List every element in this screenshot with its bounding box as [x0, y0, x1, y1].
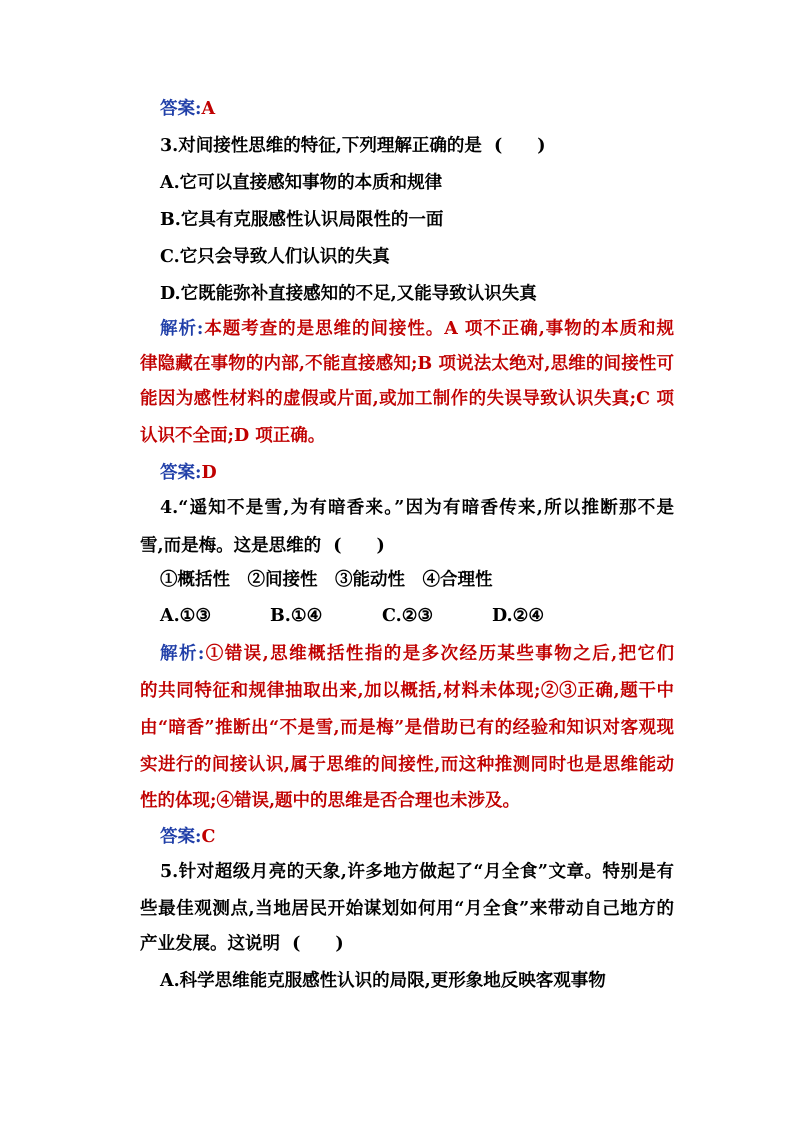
q3-option-a: A.它可以直接感知事物的本质和规律: [160, 173, 443, 193]
q4-option-c: C.②③: [382, 606, 434, 626]
answer-value: A: [201, 99, 216, 119]
q4-analysis-line-2: 的共同特征和规律抽取出来,加以概括,材料未体现;②③正确,题干中: [140, 681, 674, 701]
question-text: 3.对间接性思维的特征,下列理解正确的是: [160, 136, 482, 156]
analysis-text: ①错误,思维概括性指的是多次经历某些事物之后,把它们: [204, 644, 674, 664]
q3-option-b: B.它具有克服感性认识局限性的一面: [160, 210, 444, 230]
q4-answer: [160, 826, 215, 848]
q3-analysis-line-2: 律隐藏在事物的内部,不能直接感知;B 项说法太绝对,思维的间接性可: [140, 354, 674, 374]
q3-option-d: D.它既能弥补直接感知的不足,又能导致认识失真: [160, 284, 537, 304]
q3-analysis-line-4: 认识不全面;D 项正确。: [140, 426, 326, 446]
answer-value: C: [201, 827, 216, 847]
q4-option-b: B.①④: [270, 606, 323, 626]
q4-stem-line-2: [140, 535, 674, 557]
q5-option-a: A.科学思维能克服感性认识的局限,更形象地反映客观事物: [160, 971, 606, 991]
q4-option-a: A.①③: [160, 606, 212, 626]
answer-label: 答案:: [160, 99, 202, 119]
answer-paren: ( ): [292, 934, 344, 954]
answer-paren: ( ): [493, 136, 546, 156]
q3-analysis-line-1: [160, 318, 674, 340]
q4-option-d: D.②④: [492, 606, 545, 626]
question-text: 产业发展。这说明: [140, 934, 280, 954]
analysis-label: 解析:: [160, 644, 205, 664]
q2-answer: [160, 98, 215, 120]
q4-items: ①概括性 ②间接性 ③能动性 ④合理性: [160, 570, 493, 590]
q4-analysis-line-5: 性的体现;④错误,题中的思维是否合理也未涉及。: [140, 791, 521, 811]
q4-analysis-line-4: 实进行的间接认识,属于思维的间接性,而这种推测同时也是思维能动: [140, 755, 674, 775]
q5-stem-line-2: 些最佳观测点,当地居民开始谋划如何用“月全食”来带动自己地方的: [140, 899, 674, 919]
q3-option-c: C.它只会导致人们认识的失真: [160, 247, 390, 267]
question-text: 雪,而是梅。这是思维的: [140, 536, 322, 556]
q4-stem-line-1: 4.“遥知不是雪,为有暗香来。”因为有暗香传来,所以推断那不是: [160, 498, 674, 518]
analysis-text: 本题考查的是思维的间接性。A 项不正确,事物的本质和规: [203, 319, 674, 339]
answer-label: 答案:: [160, 827, 202, 847]
answer-paren: ( ): [333, 536, 385, 556]
q4-options: [160, 605, 560, 627]
q4-analysis-line-3: 由“暗香”推断出“不是雪,而是梅”是借助已有的经验和知识对客观现: [140, 718, 674, 738]
q3-analysis-line-3: 能因为感性材料的虚假或片面,或加工制作的失误导致认识失真;C 项: [140, 389, 674, 409]
q3-answer: [160, 462, 217, 484]
answer-label: 答案:: [160, 463, 202, 483]
answer-value: D: [201, 463, 217, 483]
analysis-label: 解析:: [160, 319, 204, 339]
q5-stem-line-3: [140, 933, 674, 955]
q5-stem-line-1: 5.针对超级月亮的天象,许多地方做起了“月全食”文章。特别是有: [160, 862, 674, 882]
q3-stem: [160, 135, 546, 157]
q4-analysis-line-1: [160, 643, 674, 665]
